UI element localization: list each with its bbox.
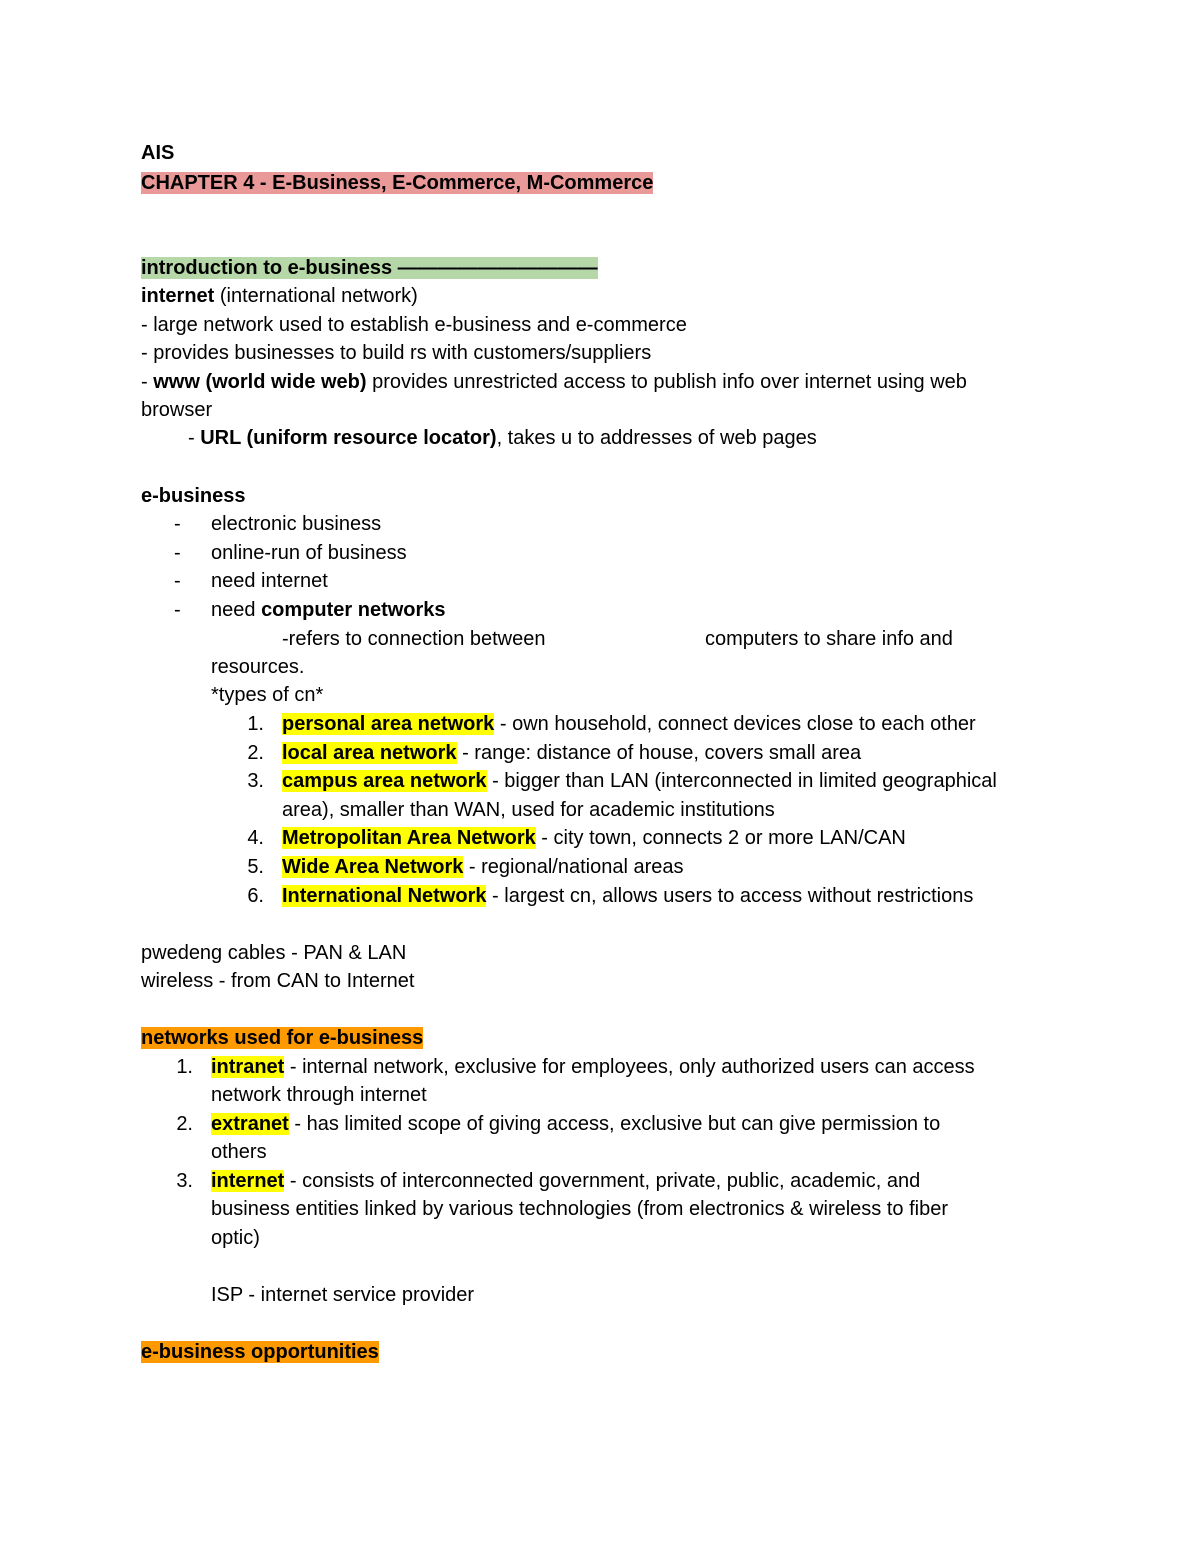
list-number: 3. bbox=[176, 1170, 193, 1192]
network-extranet: extranet - has limited scope of giving access, exclusive but can give permission to bbox=[211, 1113, 941, 1135]
chapter-title: CHAPTER 4 - E-Business, E-Commerce, M-Commerce bbox=[141, 172, 654, 194]
ebusiness-heading: e-business bbox=[141, 485, 246, 507]
bullet-dash: - bbox=[174, 542, 181, 564]
network-internet: internet - consists of interconnected government, private, public, academic, and bbox=[211, 1170, 921, 1192]
intro-line-2: - provides businesses to build rs with customers/suppliers bbox=[141, 342, 652, 364]
types-label: *types of cn* bbox=[211, 684, 324, 706]
networks-heading: networks used for e-business bbox=[141, 1027, 424, 1049]
list-number: 2. bbox=[247, 742, 264, 764]
list-number: 2. bbox=[176, 1113, 193, 1135]
network-internet-cont: business entities linked by various technologies (from electronics & wireless to fiber bbox=[211, 1198, 949, 1220]
cables-note: pwedeng cables - PAN & LAN bbox=[141, 942, 407, 964]
isp-note: ISP - internet service provider bbox=[211, 1284, 475, 1306]
list-item: online-run of business bbox=[211, 542, 407, 564]
network-internet-cont: optic) bbox=[211, 1227, 260, 1249]
bullet-dash: - bbox=[174, 570, 181, 592]
list-number: 6. bbox=[247, 885, 264, 907]
www-definition-cont: browser bbox=[141, 399, 213, 421]
www-definition: - www (world wide web) provides unrestricted access to publish info over internet using web bbox=[141, 371, 967, 393]
list-item-computer-networks: need computer networks bbox=[211, 599, 446, 621]
list-number: 1. bbox=[176, 1056, 193, 1078]
cn-type-lan: local area network - range: distance of house, covers small area bbox=[282, 742, 862, 764]
list-item: electronic business bbox=[211, 513, 382, 535]
cn-definition-c: resources. bbox=[211, 656, 305, 678]
list-number: 3. bbox=[247, 770, 264, 792]
cn-type-wan: Wide Area Network - regional/national areas bbox=[282, 856, 684, 878]
bullet-dash: - bbox=[174, 513, 181, 535]
list-number: 4. bbox=[247, 827, 264, 849]
cn-type-pan: personal area network - own household, connect devices close to each other bbox=[282, 713, 976, 735]
wireless-note: wireless - from CAN to Internet bbox=[141, 970, 415, 992]
course-title: AIS bbox=[141, 142, 175, 164]
network-extranet-cont: others bbox=[211, 1141, 267, 1163]
url-definition: - URL (uniform resource locator), takes u to addresses of web pages bbox=[188, 427, 817, 449]
list-number: 1. bbox=[247, 713, 264, 735]
opportunities-heading: e-business opportunities bbox=[141, 1341, 379, 1363]
intro-heading: introduction to e-business —————————— bbox=[141, 257, 598, 279]
cn-type-can-cont: area), smaller than WAN, used for academic institutions bbox=[282, 799, 775, 821]
list-number: 5. bbox=[247, 856, 264, 878]
network-intranet: intranet - internal network, exclusive for employees, only authorized users can access bbox=[211, 1056, 975, 1078]
network-intranet-cont: network through internet bbox=[211, 1084, 427, 1106]
cn-type-international: International Network - largest cn, allows users to access without restrictions bbox=[282, 885, 974, 907]
cn-definition-b: computers to share info and bbox=[705, 628, 953, 650]
internet-definition: internet (international network) bbox=[141, 285, 418, 307]
intro-line-1: - large network used to establish e-business and e-commerce bbox=[141, 314, 687, 336]
cn-definition-a: -refers to connection between bbox=[282, 628, 546, 650]
bullet-dash: - bbox=[174, 599, 181, 621]
list-item: need internet bbox=[211, 570, 328, 592]
cn-type-can: campus area network - bigger than LAN (interconnected in limited geographical bbox=[282, 770, 997, 792]
cn-type-man: Metropolitan Area Network - city town, connects 2 or more LAN/CAN bbox=[282, 827, 906, 849]
